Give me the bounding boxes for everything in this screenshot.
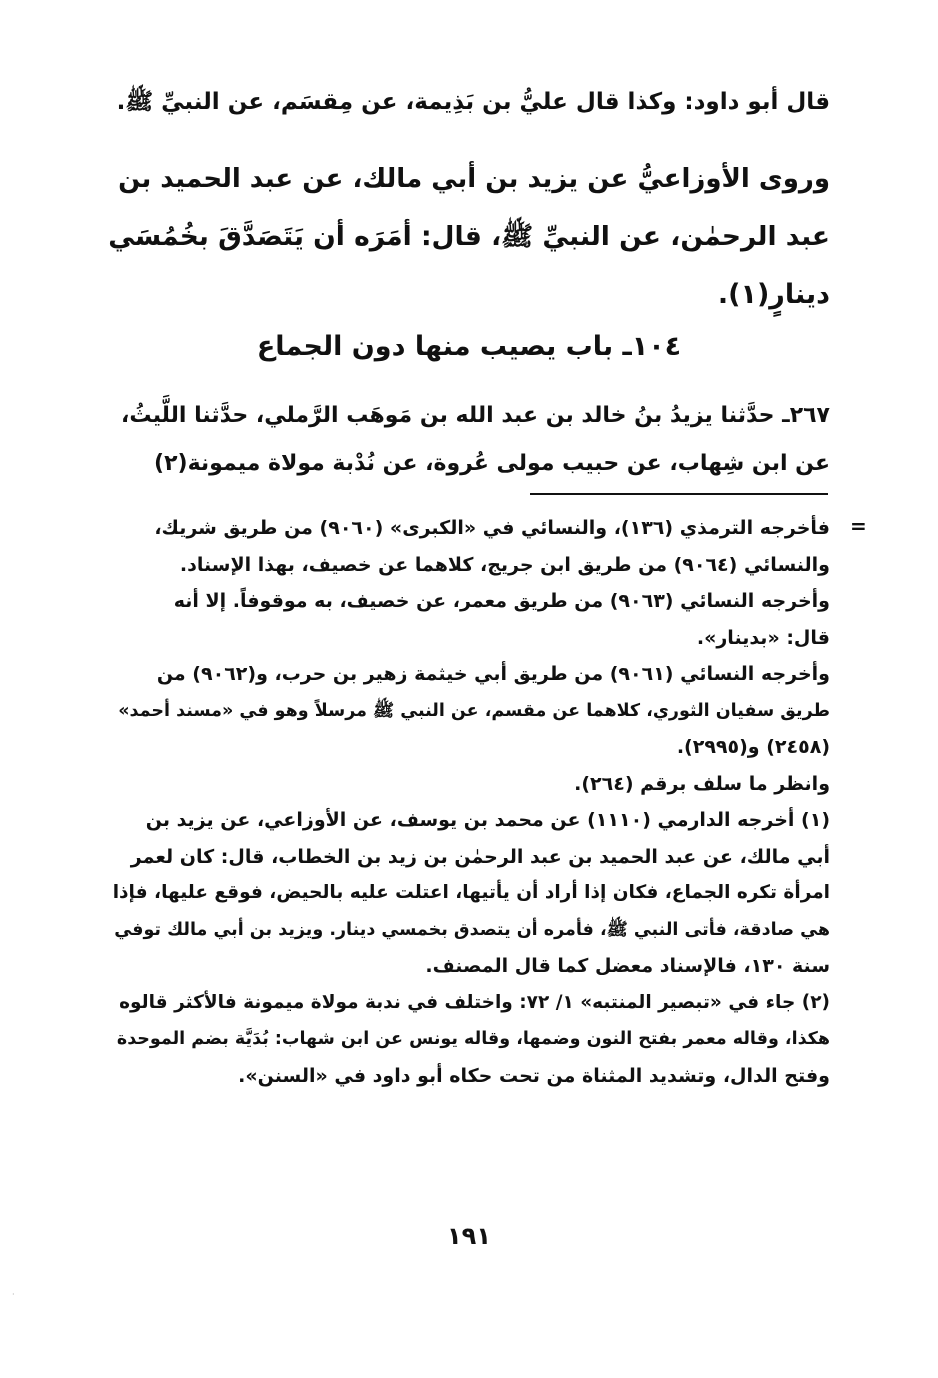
hadith-paragraph [108, 392, 830, 488]
footnote-2-line: هكذا، وقاله معمر بفتح النون وضمها، وقاله يونس عن ابن شهاب: بُدَيَّة بضم الموحدة [116, 1029, 830, 1049]
main-paragraph [108, 150, 830, 324]
footnote-line: (٢٤٥٨) و(٢٩٩٥). [676, 736, 830, 758]
footnote-1-line: سنة ١٣٠، فالإسناد معضل كما قال المصنف. [425, 955, 830, 977]
page-number: ١٩١ [447, 1222, 491, 1250]
footnote-line: وأخرجه النسائي (٩٠٦١) من طريق أبي خيثمة زهير بن حرب، و(٩٠٦٢) من [156, 663, 830, 685]
footnote-separator [530, 493, 828, 495]
main-line-2: عبد الرحمٰن، عن النبيِّ ﷺ، قال: أمَرَه أن يَتَصَدَّقَ بخُمُسَي [108, 221, 830, 252]
footnote-2-line: (٢) جاء في «تبصير المنتبه» ١/ ٧٢: واختلف في ندبة مولاة ميمونة فالأكثر قالوه [119, 991, 830, 1013]
hadith-line-2: عن ابن شِهاب، عن حبيب مولى عُروة، عن نُدْبة مولاة ميمونة(٢) [154, 451, 830, 476]
footnote-line: والنسائي (٩٠٦٤) من طريق ابن جريج، كلاهما عن خصيف، بهذا الإسناد. [179, 553, 830, 576]
hadith-line-1: ٢٦٧ـ حدَّثنا يزيدُ بنُ خالد بن عبد الله بن مَوهَب الرَّملي، حدَّثنا اللَّيثُ، [121, 403, 830, 428]
footnote-line: وأخرجه النسائي (٩٠٦٣) من طريق معمر، عن خصيف، به موقوفاً. إلا أنه [173, 590, 830, 612]
footnote-1-line: أبي مالك، عن عبد الحميد بن عبد الرحمٰن بن زيد بن الخطاب، قال: كان لعمر [130, 845, 830, 868]
main-line-1: وروى الأوزاعيُّ عن يزيد بن أبي مالك، عن عبد الحميد بن [118, 164, 830, 194]
footnotes-section [108, 510, 830, 1094]
continuation-mark: = [850, 514, 867, 538]
footnote-1-line: هي صادقة، فأتى النبي ﷺ، فأمره أن يتصدق بخمسي دينار. ويزيد بن أبي مالك توفي [114, 919, 830, 940]
intro-line: قال أبو داود: وكذا قال عليُّ بن بَذِيمة، عن مِقسَم، عن النبيِّ ﷺ. [116, 89, 830, 115]
footnote-line: وانظر ما سلف برقم (٢٦٤). [574, 772, 830, 795]
footnote-line: فأخرجه الترمذي (١٣٦)، والنسائي في «الكبرى» (٩٠٦٠) من طريق شريك، [154, 517, 830, 539]
footnote-1-line: امرأة تكره الجماع، فكان إذا أراد أن يأتيها، اعتلت عليه بالحيض، فوقع عليها، فإذا [112, 882, 830, 903]
main-line-3: دينارٍ(١). [717, 279, 830, 310]
intro-text [108, 78, 830, 126]
footnote-2-line: وفتح الدال، وتشديد المثناة من تحت حكاه أبو داود في «السنن». [238, 1064, 830, 1087]
footnote-line: طريق سفيان الثوري، كلاهما عن مقسم، عن النبي ﷺ مرسلاً وهو في «مسند أحمد» [118, 700, 830, 721]
scan-speck-decoration: · [12, 1290, 15, 1299]
footnote-line: قال: «بدينار». [696, 626, 830, 649]
chapter-heading: ١٠٤ـ باب يصيب منها دون الجماع [256, 331, 682, 362]
footnote-1-line: (١) أخرجه الدارمي (١١١٠) عن محمد بن يوسف، عن الأوزاعي، عن يزيد بن [145, 809, 830, 831]
